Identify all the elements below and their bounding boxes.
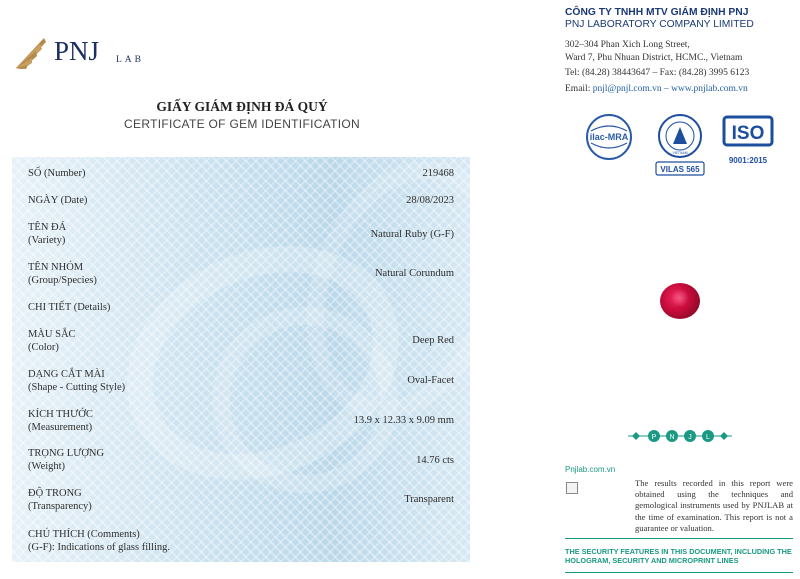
company-address-line2: Ward 7, Phu Nhuan District, HCMC., Vietnam — [565, 53, 743, 63]
pnj-lab-logo — [14, 34, 164, 74]
company-address-line1: 302–304 Phan Xich Long Street, — [565, 40, 690, 50]
divider — [565, 572, 793, 573]
field-value: 14.76 cts — [416, 455, 454, 466]
field-value: 28/08/2023 — [406, 195, 454, 206]
certificate-title-vn: GIẤY GIÁM ĐỊNH ĐÁ QUÝ — [156, 99, 328, 114]
logo-text: PNJ — [54, 36, 100, 66]
security-features-note: THE SECURITY FEATURES IN THIS DOCUMENT, INCLUDING THE HOLOGRAM, SECURITY AND MICROPRINT LINES — [565, 547, 792, 565]
divider — [565, 538, 793, 539]
qr-code-image — [566, 482, 578, 494]
security-hologram-strip — [628, 429, 732, 443]
field-label-en: (Weight) — [28, 461, 66, 472]
email-label: Email: — [565, 84, 591, 94]
field-label: SỐ (Number) — [28, 168, 86, 179]
company-phone: Tel: (84.28) 38443647 – Fax: (84.28) 3995 6123 — [565, 68, 750, 78]
field-label-en: (Transparency) — [28, 501, 92, 512]
ilac-mra-logo-icon — [585, 113, 633, 161]
company-email — [565, 84, 748, 94]
vilas-text: VILAS 565 — [660, 165, 700, 174]
field-comment-text: (G-F): Indications of glass filling. — [28, 542, 171, 553]
iso-text: ISO — [731, 123, 765, 144]
ilac-text: ilac-MRA — [589, 132, 629, 142]
field-label-en: (Measurement) — [28, 422, 93, 433]
field-value: Natural Corundum — [374, 268, 454, 279]
field-value: 219468 — [422, 168, 454, 179]
field-value: Natural Ruby (G-F) — [370, 229, 454, 240]
company-name-vn: CÔNG TY TNHH MTV GIÁM ĐỊNH PNJ — [565, 7, 749, 18]
field-label-en: (Shape - Cutting Style) — [28, 382, 126, 393]
certificate-panel — [12, 157, 470, 562]
field-label-en: (Variety) — [28, 235, 66, 246]
field-value: Deep Red — [412, 335, 454, 346]
website-link[interactable]: Pnjlab.com.vn — [565, 465, 616, 474]
field-label: CHI TIẾT (Details) — [28, 302, 111, 313]
field-label-en: (Group/Species) — [28, 275, 97, 286]
field-label: TÊN ĐÁ — [28, 222, 67, 233]
field-label: NGÀY (Date) — [28, 195, 88, 206]
field-value: Oval-Facet — [407, 375, 454, 386]
field-value: Transparent — [404, 494, 454, 505]
field-label: TÊN NHÓM — [28, 262, 84, 273]
field-value: 13.9 x 12.33 x 9.09 mm — [353, 415, 454, 426]
strip-letter: J — [688, 434, 692, 441]
field-label: ĐỘ TRONG — [28, 488, 82, 499]
logo-subtext: LAB — [116, 55, 144, 65]
pnj-fan-logo-icon — [14, 34, 48, 74]
email-website-link[interactable]: pnjl@pnjl.com.vn – www.pnjlab.com.vn — [592, 84, 748, 94]
disclaimer-text: The results recorded in this report were obtained using the techniques and gemological instruments used by PNJLAB at the time of examination. This report is not a guarantee or valuation. — [635, 478, 793, 533]
strip-letter: L — [706, 434, 710, 441]
company-name-en: PNJ LABORATORY COMPANY LIMITED — [565, 19, 754, 30]
field-label: DẠNG CẮT MÀI — [28, 369, 105, 380]
ruby-gem-photo — [660, 283, 700, 319]
field-label: KÍCH THƯỚC — [28, 409, 93, 420]
strip-letter: N — [669, 434, 675, 441]
strip-letter: P — [651, 434, 657, 441]
certificate-title-en: CERTIFICATE OF GEM IDENTIFICATION — [124, 117, 360, 131]
field-label: MÀU SẮC — [28, 329, 76, 340]
field-label: CHÚ THÍCH (Comments) — [28, 529, 140, 540]
field-label-en: (Color) — [28, 342, 59, 353]
field-label: TRỌNG LƯỢNG — [28, 448, 105, 459]
iso-standard: 9001:2015 — [728, 156, 768, 165]
boa-country: VIETNAM — [672, 151, 688, 155]
iso-logo-icon — [722, 113, 774, 169]
boa-vilas-logo-icon — [653, 113, 707, 177]
